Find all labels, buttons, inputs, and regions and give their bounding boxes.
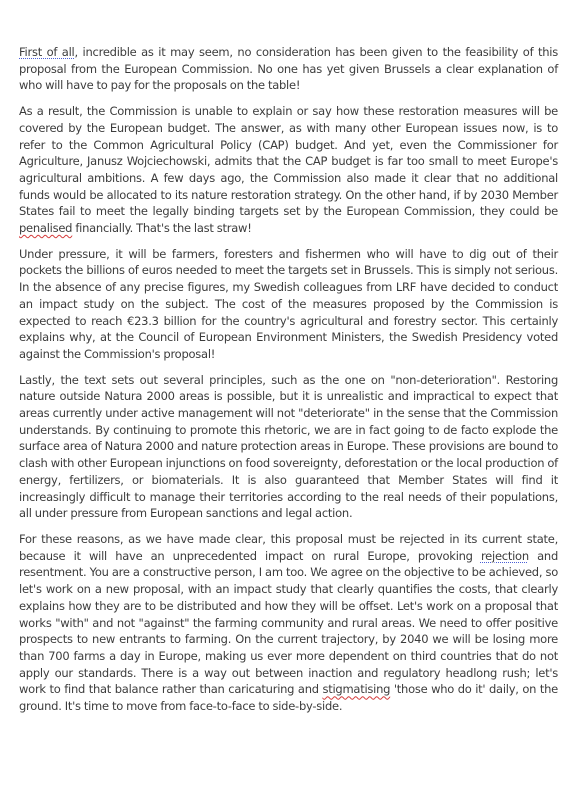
paragraph-1	[19, 44, 558, 94]
text-segment: Under pressure, it will be farmers, foresters and fishermen who will have to dig out of their pockets the billions of euros needed to meet the targets set in Brussels. This is simply not serious. In the absence of any precise figures, my Swedish colleagues from LRF have decided to conduct an impact study on the subject. The cost of the measures proposed by the Commission is expected to reach €23.3 billion for the country's agricultural and forestry sector. This certainly explains why, at the Council of European Environment Ministers, the Swedish Presidency voted against the Commission's proposal!	[19, 246, 558, 361]
paragraph-3	[19, 246, 558, 363]
text-segment: , incredible as it may seem, no consideration has been given to the feasibility of this proposal from the European Commission. No one has yet given Brussels a clear explanation of who will have to pay for the proposals on the table!	[19, 45, 558, 93]
grammar-suggestion-word[interactable]: rejection	[480, 548, 529, 563]
paragraph-2	[19, 103, 558, 237]
paragraph-4	[19, 372, 558, 522]
document-body	[19, 44, 558, 724]
spelling-error-word[interactable]: stigmatising	[322, 682, 391, 697]
text-segment: 'those who do it' daily, on the ground. It's time to move from face-to-face to side-by-side.	[19, 682, 558, 714]
paragraph-5	[19, 531, 558, 715]
spelling-error-word[interactable]: penalised	[19, 221, 73, 236]
text-segment: For these reasons, as we have made clear, this proposal must be rejected in its current state, because it will have an unprecedented impact on rural Europe, provoking	[19, 531, 558, 563]
text-segment: and resentment. You are a constructive person, I am too. We agree on the objective to be achieved, so let's work on a new proposal, with an impact study that clearly quantifies the costs, that clearly explains how they are to be distributed and how they will be offset. Let's work on a proposal that works "with" and not "against" the farming community and rural areas. We need to offer positive prospects to new entrants to farming. On the current trajectory, by 2040 we will be losing more than 700 farms a day in Europe, making us ever more dependent on third countries that do not apply our standards. There is a way out between inaction and regulatory headlong rush; let's work to find that balance rather than caricaturing and	[19, 548, 558, 697]
text-segment: Lastly, the text sets out several principles, such as the one on "non-deterioration". Restoring nature outside Natura 2000 areas is possible, but it is unrealistic and impractical to expect that areas currently under active management will not "deteriorate" in the sense that the Commission understands. By continuing to promote this rhetoric, we are in fact going to de facto explode the surface area of Natura 2000 and nature protection areas in Europe. These provisions are bound to clash with other European injunctions on food sovereignty, deforestation or the local production of energy, fertilizers, or biomaterials. It is also guaranteed that Member States will find it increasingly difficult to manage their territories according to the real needs of their populations, all under pressure from European sanctions and legal action.	[19, 372, 558, 521]
text-segment: As a result, the Commission is unable to explain or say how these restoration measures will be covered by the European budget. The answer, as with many other European issues now, is to refer to the Common Agricultural Policy (CAP) budget. And yet, even the Commissioner for Agriculture, Janusz Wojciechowski, admits that the CAP budget is far too small to meet Europe's agricultural ambitions. A few days ago, the Commission also made it clear that no additional funds would be allocated to its nature restoration strategy. On the other hand, if by 2030 Member States fail to meet the legally binding targets set by the European Commission, they could be	[19, 104, 558, 219]
grammar-suggestion-word[interactable]: First of all	[19, 45, 75, 59]
text-segment: financially. That's the last straw!	[72, 221, 252, 236]
